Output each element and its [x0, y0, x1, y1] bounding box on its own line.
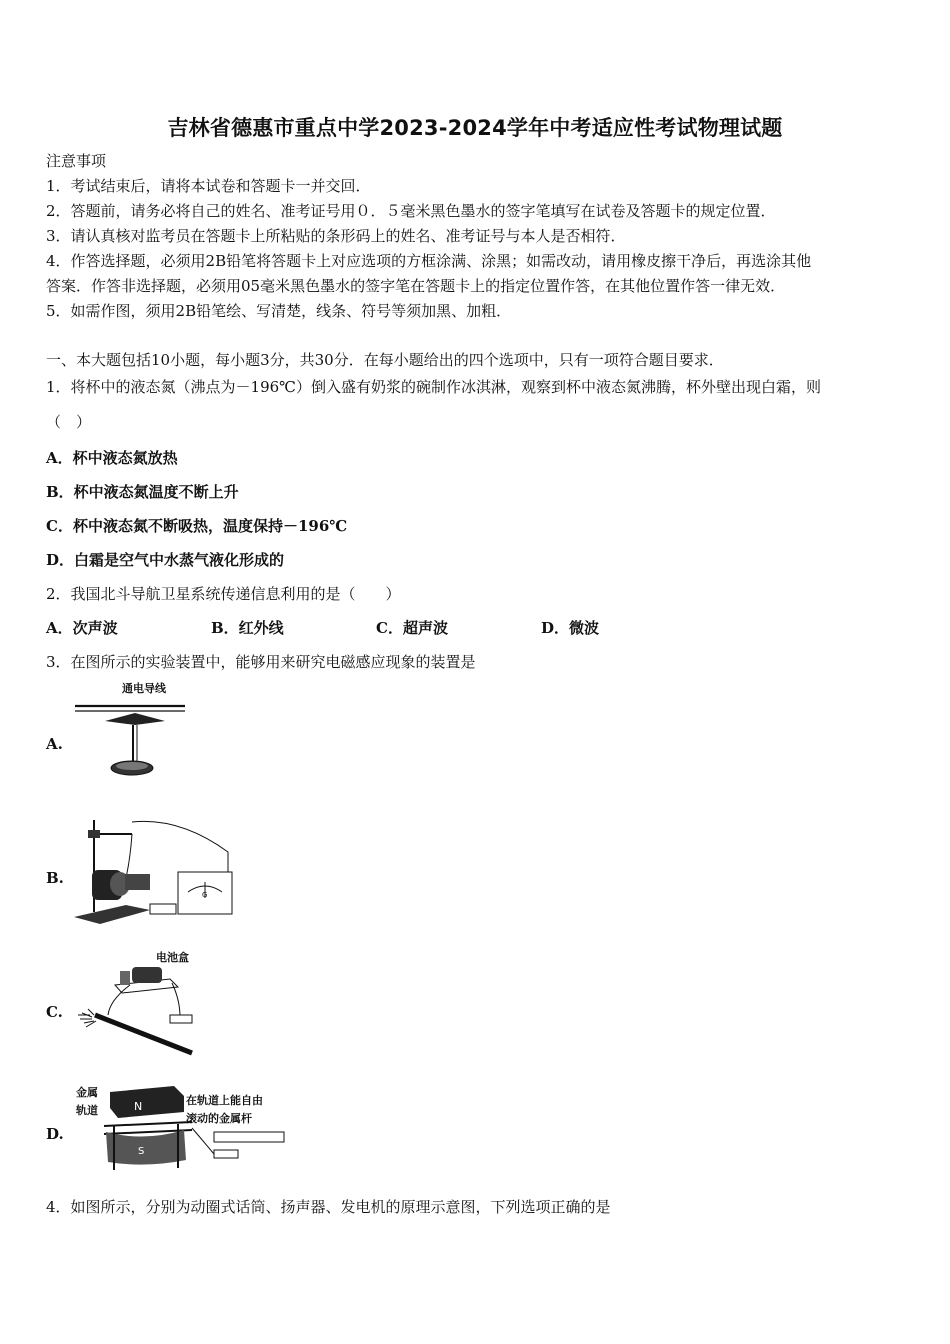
section-heading: 一、本大题包括10小题，每小题3分，共30分．在每小题给出的四个选项中，只有一项符合题目要求．	[46, 351, 724, 369]
figD-N: N	[134, 1100, 143, 1113]
figD-right-line1: 在轨道上能自由	[186, 1094, 263, 1107]
figure-b-generator	[70, 812, 240, 924]
q3-label-c: C.	[46, 1003, 63, 1021]
figD-left-line1: 金属	[76, 1086, 98, 1099]
q1-option-a: A．杯中液态氮放热	[46, 449, 178, 467]
svg-text:G: G	[202, 891, 208, 899]
note-item-1: 1．考试结束后，请将本试卷和答题卡一并交回．	[46, 177, 371, 195]
q2-option-d: D．微波	[541, 619, 600, 637]
figure-a-oersted	[70, 680, 200, 780]
q2-option-a: A．次声波	[46, 619, 118, 637]
q1-option-d: D．白霜是空气中水蒸气液化形成的	[46, 551, 285, 569]
note-item-5: 5．如需作图，须用2B铅笔绘、写清楚，线条、符号等须加黑、加粗．	[46, 302, 512, 320]
q4-stem: 4．如图所示，分别为动圈式话筒、扬声器、发电机的原理示意图，下列选项正确的是	[46, 1198, 611, 1216]
figD-left-line2: 轨道	[76, 1104, 98, 1117]
q3-stem: 3．在图所示的实验装置中，能够用来研究电磁感应现象的装置是	[46, 653, 476, 671]
q3-label-a: A.	[46, 735, 63, 753]
note-item-4-cont: 答案．作答非选择题，必须用05毫米黑色墨水的签字笔在答题卡上的指定位置作答，在其他位置作答一律无效．	[46, 277, 786, 295]
q1-option-b: B．杯中液态氮温度不断上升	[46, 483, 239, 501]
figure-c-electromagnet	[70, 945, 210, 1060]
q1-stem: 1．将杯中的液态氮（沸点为－196℃）倒入盛有奶浆的碗制作冰淇淋，观察到杯中液态氮沸腾，杯外壁出现白霜，则	[46, 378, 821, 396]
q1-paren: （ ）	[46, 413, 92, 431]
figure-d-rails-magnet	[74, 1082, 289, 1174]
q1-option-c: C．杯中液态氮不断吸热，温度保持－196℃	[46, 517, 348, 535]
figD-right-line2: 滚动的金属杆	[186, 1112, 252, 1125]
q3-label-d: D.	[46, 1125, 64, 1143]
q2-stem: 2．我国北斗导航卫星系统传递信息利用的是（ ）	[46, 585, 401, 603]
figC-label: 电池盒	[156, 951, 189, 964]
page-title: 吉林省德惠市重点中学2023-2024学年中考适应性考试物理试题	[167, 116, 783, 140]
q2-option-c: C．超声波	[376, 619, 448, 637]
figD-S: S	[138, 1146, 145, 1157]
note-item-2: 2．答题前，请务必将自己的姓名、准考证号用０．５毫米黑色墨水的签字笔填写在试卷及答题卡的规定位置．	[46, 202, 776, 220]
figA-label: 通电导线	[122, 682, 166, 695]
q2-option-b: B．红外线	[211, 619, 284, 637]
note-item-4: 4．作答选择题，必须用2B铅笔将答题卡上对应选项的方框涂满、涂黑；如需改动，请用橡皮擦干净后，再选涂其他	[46, 252, 812, 270]
notes-heading: 注意事项	[46, 152, 107, 170]
q3-label-b: B.	[46, 869, 64, 887]
note-item-3: 3．请认真核对监考员在答题卡上所粘贴的条形码上的姓名、准考证号与本人是否相符．	[46, 227, 626, 245]
